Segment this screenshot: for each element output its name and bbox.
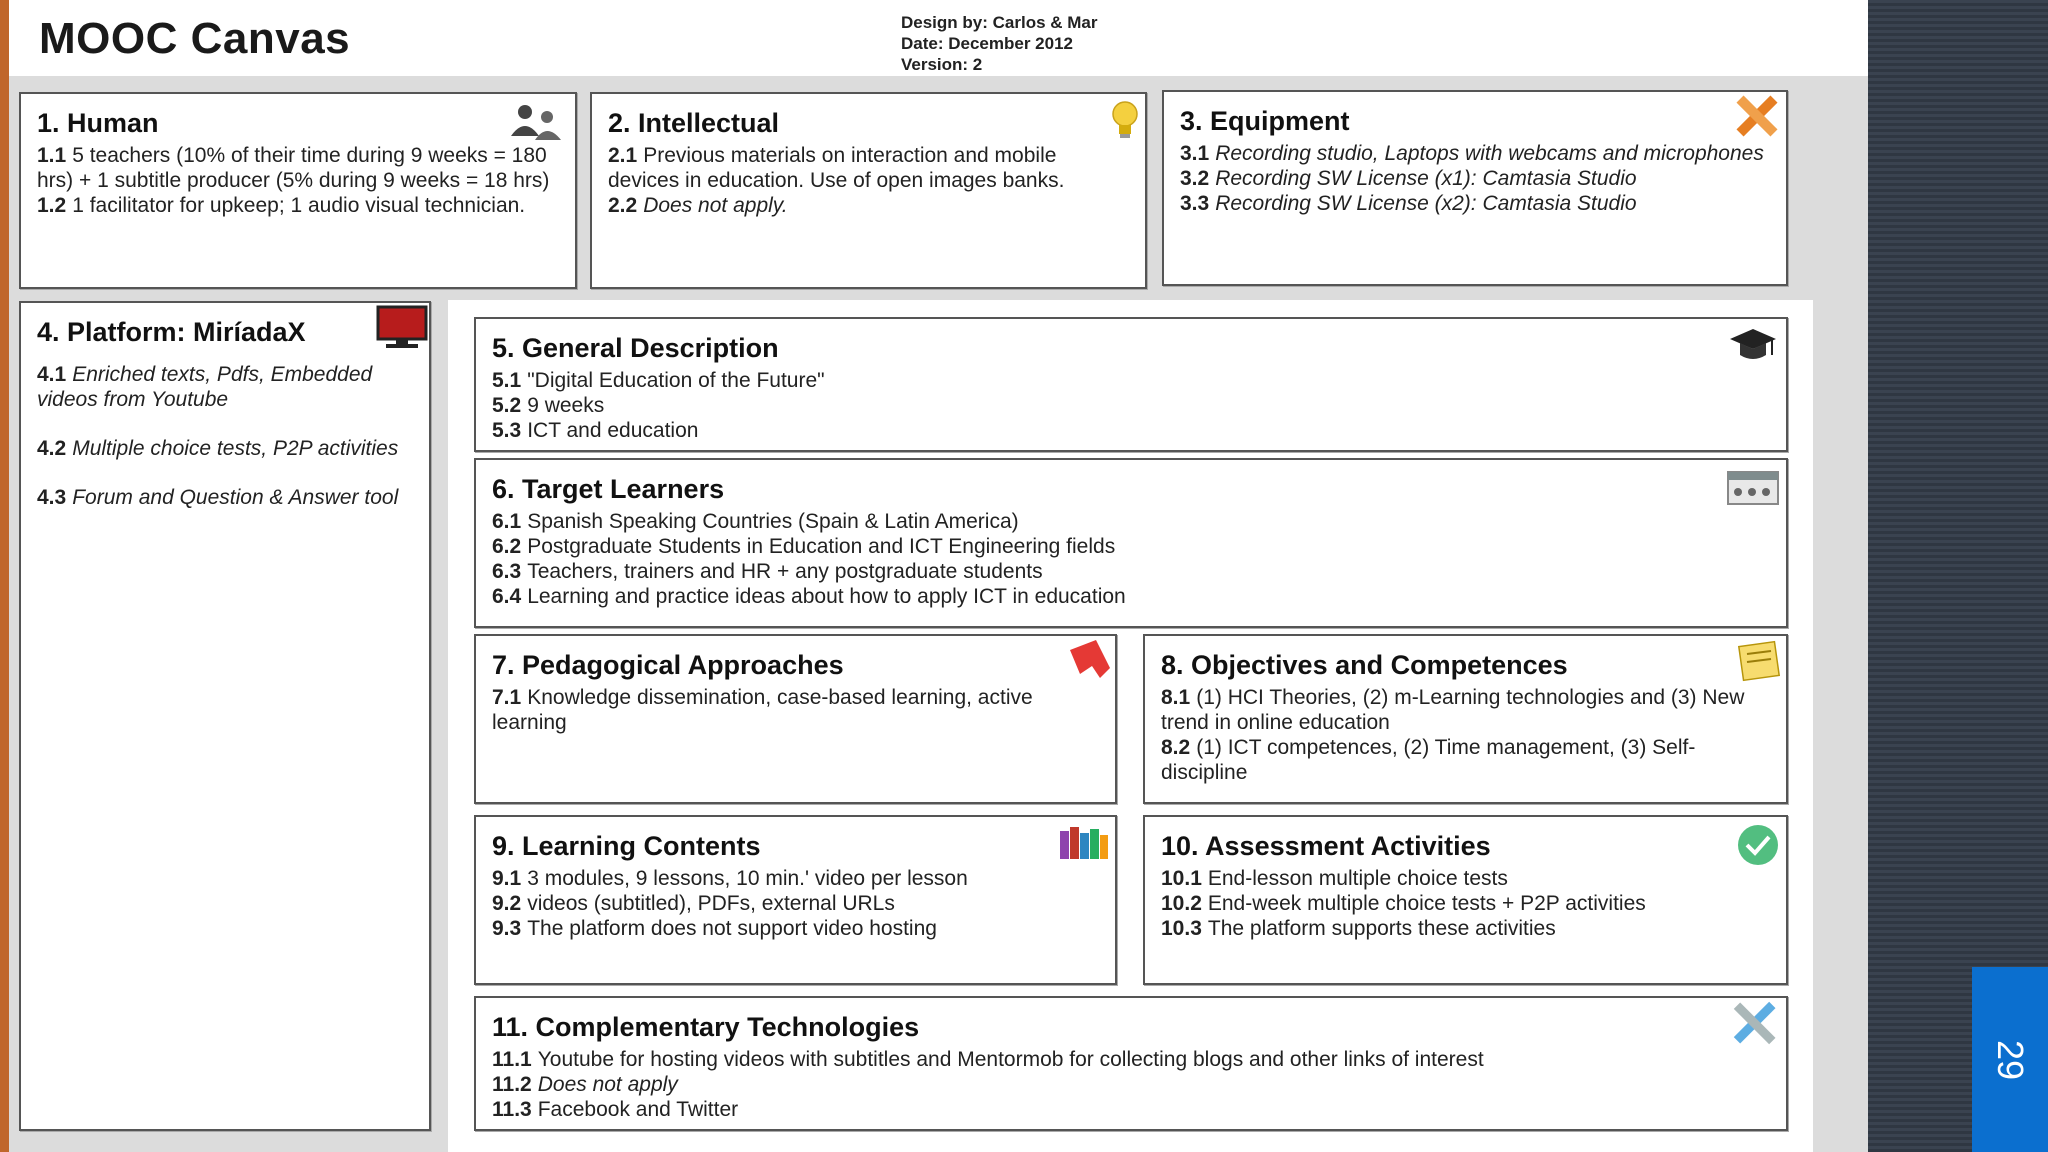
page-number-badge [1972, 967, 2048, 1152]
box-line: 8.2 (1) ICT competences, (2) Time management, (3) Self-discipline [1161, 736, 1696, 784]
box-line: 9.2 videos (subtitled), PDFs, external URLs [492, 892, 895, 915]
box-line: 7.1 Knowledge dissemination, case-based learning, active learning [492, 686, 1033, 734]
box-equipment [1162, 90, 1788, 286]
box-title: 1. Human [37, 108, 159, 138]
box-general-description [474, 317, 1788, 452]
box-line: 8.1 (1) HCI Theories, (2) m-Learning technologies and (3) New trend in online education [1161, 686, 1745, 734]
version: Version: 2 [901, 55, 983, 74]
box-line: 10.3 The platform supports these activities [1161, 917, 1556, 940]
box-title: 6. Target Learners [492, 474, 725, 504]
box-line: 1.2 1 facilitator for upkeep; 1 audio visual technician. [37, 194, 526, 217]
left-accent-strip [0, 0, 9, 1152]
box-line: 10.1 End-lesson multiple choice tests [1161, 867, 1508, 890]
date: Date: December 2012 [901, 34, 1073, 53]
slide-title: MOOC Canvas [39, 14, 351, 63]
classroom-icon [1726, 468, 1780, 510]
box-line: 10.2 End-week multiple choice tests + P2P activities [1161, 892, 1646, 915]
graduation-cap-icon [1728, 327, 1778, 365]
box-target-learners [474, 458, 1788, 628]
box-line: 6.2 Postgraduate Students in Education and ICT Engineering fields [492, 535, 1116, 558]
box-line: 4.2 Multiple choice tests, P2P activities [37, 437, 399, 460]
tools-icon [1732, 94, 1782, 138]
people-icon [503, 102, 567, 142]
box-learning-contents [474, 815, 1117, 985]
box-line: 11.1 Youtube for hosting videos with subtitles and Mentormob for collecting blogs and other links of interest [492, 1048, 1484, 1071]
box-platform [19, 301, 431, 1131]
notes-icon [1735, 638, 1781, 682]
box-line: 6.1 Spanish Speaking Countries (Spain & Latin America) [492, 510, 1019, 533]
box-assessment-activities [1143, 815, 1788, 985]
box-line: 9.1 3 modules, 9 lessons, 10 min.' video per lesson [492, 867, 968, 890]
box-title: 3. Equipment [1180, 106, 1350, 136]
box-line: 5.3 ICT and education [492, 419, 699, 442]
checkmark-icon [1735, 823, 1781, 867]
wrench-icon [1730, 1000, 1780, 1046]
box-title: 5. General Description [492, 333, 779, 363]
box-title: 9. Learning Contents [492, 831, 761, 861]
box-line: 1.1 5 teachers (10% of their time during 9 weeks = 180 hrs) + 1 subtitle producer (5% during 9 weeks = 18 hrs) [37, 144, 550, 192]
box-human [19, 92, 577, 289]
box-line: 6.3 Teachers, trainers and HR + any postgraduate students [492, 560, 1043, 583]
box-line: 11.3 Facebook and Twitter [492, 1098, 739, 1121]
box-complementary-technologies [474, 996, 1788, 1131]
monitor-icon [376, 305, 428, 349]
slide-meta [901, 12, 1098, 75]
slide [9, 0, 1868, 1152]
box-title: 11. Complementary Technologies [492, 1012, 920, 1042]
box-line: 5.2 9 weeks [492, 394, 605, 417]
box-line: 4.1 Enriched texts, Pdfs, Embedded videos from Youtube [37, 363, 373, 411]
box-title: 4. Platform: MiríadaX [37, 317, 306, 347]
box-title: 2. Intellectual [608, 108, 780, 138]
box-pedagogical-approaches [474, 634, 1117, 804]
books-icon [1058, 825, 1110, 861]
box-objectives-competences [1143, 634, 1788, 804]
box-line: 3.1 Recording studio, Laptops with webcams and microphones [1180, 142, 1764, 165]
box-line: 2.1 Previous materials on interaction and mobile devices in education. Use of open images banks. [608, 144, 1065, 192]
lightbulb-icon [1110, 100, 1140, 140]
box-line: 3.2 Recording SW License (x1): Camtasia Studio [1180, 167, 1637, 190]
box-line: 5.1 "Digital Education of the Future" [492, 369, 825, 392]
box-line: 4.3 Forum and Question & Answer tool [37, 486, 399, 509]
box-line: 2.2 Does not apply. [608, 194, 788, 217]
box-line: 6.4 Learning and practice ideas about how to apply ICT in education [492, 585, 1126, 608]
box-title: 7. Pedagogical Approaches [492, 650, 844, 680]
box-title: 10. Assessment Activities [1161, 831, 1491, 861]
page-number: 29 [1989, 1039, 2031, 1080]
design-by: Design by: Carlos & Mar [901, 13, 1098, 32]
box-intellectual [590, 92, 1147, 289]
box-title: 8. Objectives and Competences [1161, 650, 1568, 680]
box-line: 3.3 Recording SW License (x2): Camtasia Studio [1180, 192, 1637, 215]
box-line: 9.3 The platform does not support video hosting [492, 917, 937, 940]
box-line: 11.2 Does not apply [492, 1073, 678, 1096]
bookmark-icon [1066, 638, 1114, 682]
